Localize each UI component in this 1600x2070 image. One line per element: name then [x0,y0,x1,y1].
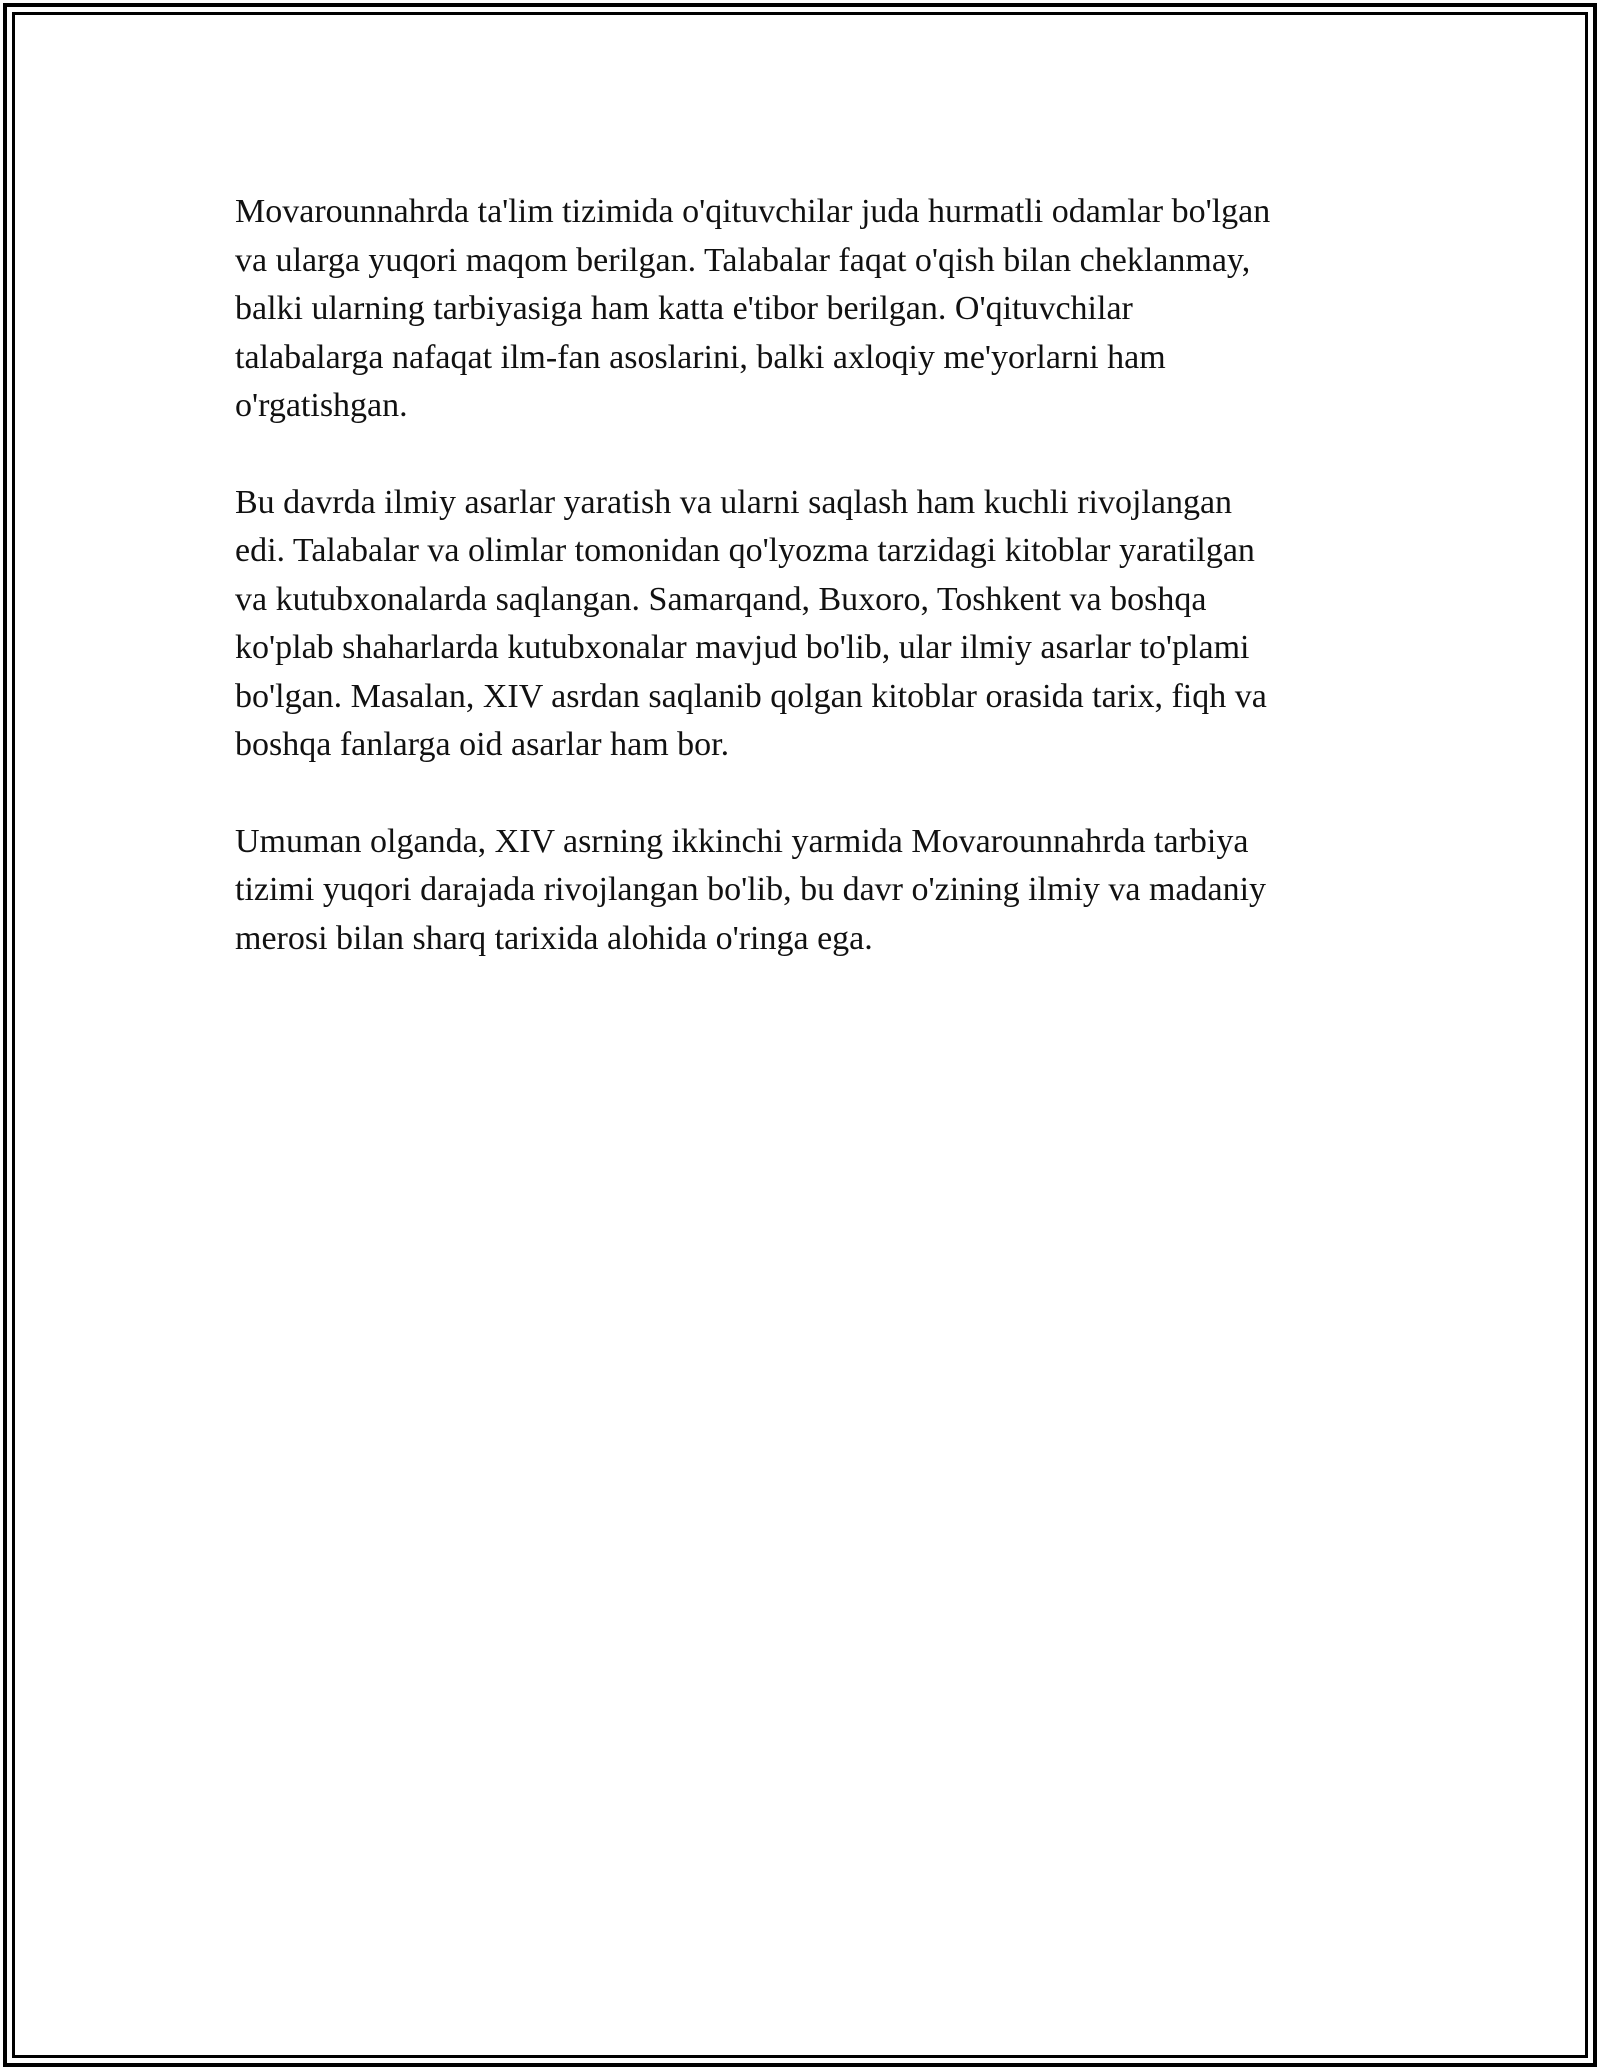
paragraph-3: Umuman olganda, XIV asrning ikkinchi yarmida Movarounnahrda tarbiya tizimi yuqori darajada rivojlangan bo'lib, bu davr o'zining ilmiy va madaniy merosi bilan sharq tarixida alohida o'ringa ega. [235,822,1267,957]
document-body [235,188,1365,1011]
paragraph-1: Movarounnahrda ta'lim tizimida o'qituvchilar juda hurmatli odamlar bo'lgan va ularga yuqori maqom berilgan. Talabalar faqat o'qish bilan cheklanmay, balki ularning tarbiyasiga ham katta e'tibor berilgan. O'qituvchilar talabalarga nafaqat ilm-fan asoslarini, balki axloqiy me'yorlarni ham o'rgatishgan. [235,193,1271,424]
paragraph-2: Bu davrda ilmiy asarlar yaratish va ularni saqlash ham kuchli rivojlangan edi. Talabalar va olimlar tomonidan qo'lyozma tarzidagi kitoblar yaratilgan va kutubxonalarda saqlangan. Samarqand, Buxoro, Toshkent va boshqa ko'plab shaharlarda kutubxonalar mavjud bo'lib, ular ilmiy asarlar to'plami bo'lgan. Masalan, XIV asrdan saqlanib qolgan kitoblar orasida tarix, fiqh va boshqa fanlarga oid asarlar ham bor. [235,483,1267,763]
